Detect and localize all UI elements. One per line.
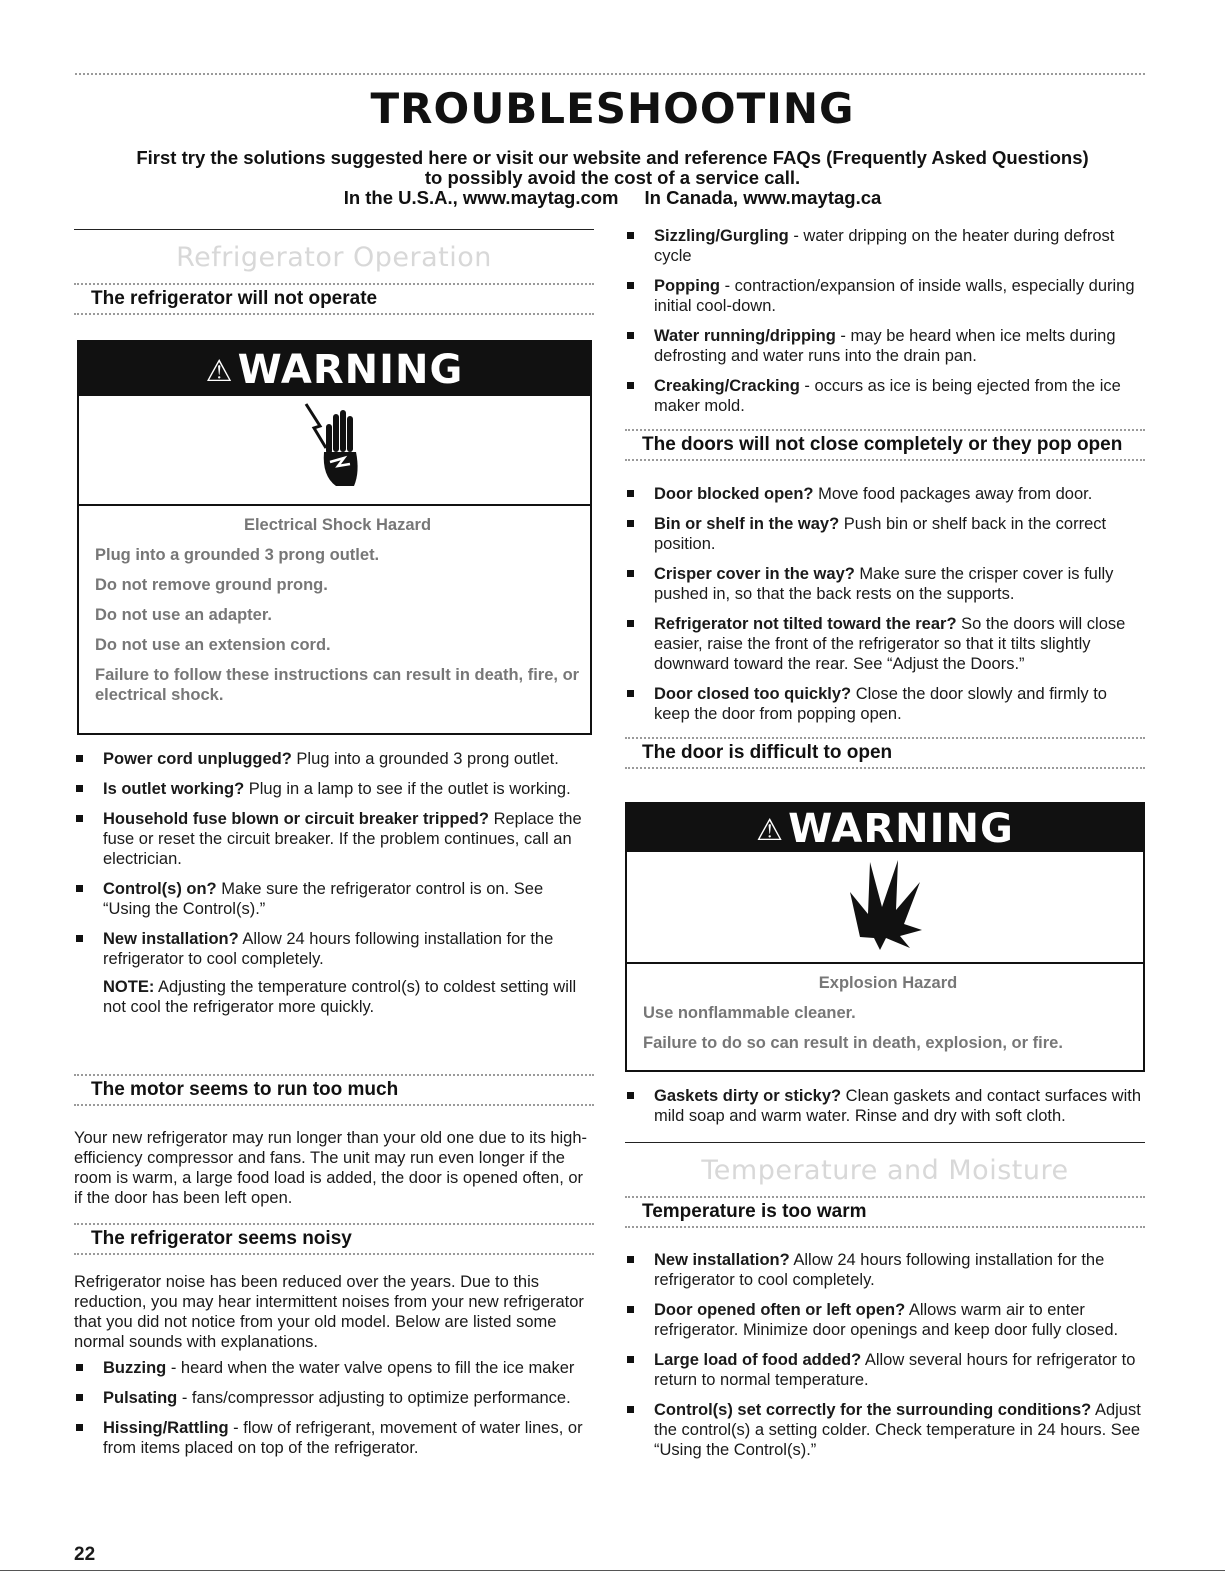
warning-banner: ⚠ WARNING (79, 342, 590, 396)
warning-text (627, 964, 1143, 1071)
noisy-text: Refrigerator noise has been reduced over the years. Due to this reduction, you may hear intermittent noises from your new refrigerator that you did not notice from your old model. Below are listed some normal sounds with explanations. Buzzing - heard when the water valve opens to fill the ice maker Pulsating - fans/compressor adjusting to optimize performance. Hissing/Rattling - flow of refrigerant, movement of water lines, or from items placed on top of the refrigerator. (74, 1272, 594, 1468)
hazard-title: Electrical Shock Hazard (243, 516, 432, 534)
section-temperature-moisture (625, 1142, 1145, 1191)
section-title-refrigerator-operation: Refrigerator Operation (176, 242, 492, 273)
list-item: Popping - contraction/expansion of inside walls, especially during initial cool-down. (625, 276, 1145, 316)
warning-line: Use nonflammable cleaner. (643, 1004, 856, 1022)
not-operate-list (74, 749, 594, 1017)
difficult-list (625, 1086, 1145, 1136)
noisy-list-continued (625, 226, 1145, 426)
top-rule (75, 73, 1145, 75)
list-item: Gaskets dirty or sticky? Clean gaskets and contact surfaces with mild soap and warm water. Rinse and dry with soft cloth. (625, 1086, 1145, 1126)
motor-text: Your new refrigerator may run longer than your old one due to its high-efficiency compressor and fans. The unit may run even longer if the room is warm, a large food load is added, the door is opened often, or if the door has been left open. (74, 1129, 588, 1207)
subhead-text: The doors will not close completely or they pop open (625, 429, 1145, 461)
intro (0, 148, 1225, 208)
list-item: New installation? Allow 24 hours following installation for the refrigerator to cool completely. (74, 929, 594, 969)
subhead-not-operate (74, 283, 594, 315)
list-item: Buzzing - heard when the water valve opens to fill the ice maker (74, 1358, 594, 1378)
list-item: Door opened often or left open? Allows warm air to enter refrigerator. Minimize door openings and keep door fully closed. (625, 1300, 1145, 1340)
subhead-motor (74, 1074, 594, 1106)
subhead-text: Temperature is too warm (625, 1196, 1145, 1228)
list-item: Control(s) set correctly for the surrounding conditions? Adjust the control(s) a setting colder. Check temperature in 24 hours. See “Using the Control(s).” (625, 1400, 1145, 1460)
note: NOTE: Adjusting the temperature control(s) to coldest setting will not cool the refrigerator more quickly. (103, 978, 577, 1016)
electrical-shock-warning (77, 340, 592, 735)
page-number: 22 (74, 1544, 96, 1565)
hazard-title: Explosion Hazard (818, 974, 958, 992)
section-refrigerator-operation (74, 229, 594, 278)
subhead-text: The motor seems to run too much (74, 1074, 594, 1106)
warning-line: Do not use an extension cord. (95, 636, 331, 654)
subhead-noisy (74, 1223, 594, 1255)
intro-line-2: to possibly avoid the cost of a service call. (424, 167, 801, 188)
warning-line: Do not use an adapter. (95, 606, 272, 624)
subhead-warm (625, 1196, 1145, 1228)
list-item: New installation? Allow 24 hours following installation for the refrigerator to cool completely. (625, 1250, 1145, 1290)
warning-line: Failure to follow these instructions can result in death, fire, or electrical shock. (95, 666, 580, 704)
warning-line: Do not remove ground prong. (95, 576, 328, 594)
page-title: TROUBLESHOOTING (370, 84, 855, 133)
list-item: Control(s) on? Make sure the refrigerator control is on. See “Using the Control(s).” (74, 879, 594, 919)
list-item: Crisper cover in the way? Make sure the crisper cover is fully pushed in, so that the back rests on the supports. (625, 564, 1145, 604)
warning-triangle-icon: ⚠ (205, 354, 234, 389)
list-item: Hissing/Rattling - flow of refrigerant, movement of water lines, or from items placed on top of the refrigerator. (74, 1418, 594, 1458)
subhead-difficult (625, 737, 1145, 769)
list-item: Large load of food added? Allow several hours for refrigerator to return to normal temperature. (625, 1350, 1145, 1390)
list-item: Refrigerator not tilted toward the rear? So the doors will close easier, raise the front of the refrigerator so that it tilts slightly downward toward the rear. See “Adjust the Doors.” (625, 614, 1145, 674)
intro-line-1: First try the solutions suggested here or visit our website and reference FAQs (Frequently Asked Questions) (136, 147, 1089, 168)
warm-list (625, 1250, 1145, 1470)
subhead-text: The door is difficult to open (625, 737, 1145, 769)
list-item: Power cord unplugged? Plug into a grounded 3 prong outlet. (74, 749, 594, 769)
list-item: Sizzling/Gurgling - water dripping on the heater during defrost cycle (625, 226, 1145, 266)
intro-us-link[interactable]: In the U.S.A., www.maytag.com (343, 187, 619, 208)
section-title-temperature-moisture: Temperature and Moisture (701, 1155, 1069, 1186)
electric-shock-hand-icon (79, 396, 590, 506)
list-item: Bin or shelf in the way? Push bin or shelf back in the correct position. (625, 514, 1145, 554)
list-item: Household fuse blown or circuit breaker tripped? Replace the fuse or reset the circuit breaker. If the problem continues, call an electrician. (74, 809, 594, 869)
warning-text (79, 506, 590, 723)
warning-line: Plug into a grounded 3 prong outlet. (95, 546, 380, 564)
warning-triangle-icon: ⚠ (756, 813, 785, 848)
doors-list (625, 484, 1145, 734)
bottom-rule (0, 1570, 1225, 1571)
warning-line: Failure to do so can result in death, explosion, or fire. (643, 1034, 1063, 1052)
explosion-warning (625, 802, 1145, 1072)
list-item: Water running/dripping - may be heard when ice melts during defrosting and water runs into the drain pan. (625, 326, 1145, 366)
list-item: Door blocked open? Move food packages away from door. (625, 484, 1145, 504)
list-item: Creaking/Cracking - occurs as ice is being ejected from the ice maker mold. (625, 376, 1145, 416)
subhead-text: The refrigerator will not operate (74, 283, 594, 315)
list-item: Is outlet working? Plug in a lamp to see if the outlet is working. (74, 779, 594, 799)
warning-banner: ⚠ WARNING (627, 804, 1143, 852)
subhead-doors (625, 429, 1145, 461)
explosion-icon (627, 852, 1143, 964)
intro-canada-link[interactable]: In Canada, www.maytag.ca (644, 187, 882, 208)
subhead-text: The refrigerator seems noisy (74, 1223, 594, 1255)
list-item: Door closed too quickly? Close the door slowly and firmly to keep the door from popping open. (625, 684, 1145, 724)
list-item: Pulsating - fans/compressor adjusting to optimize performance. (74, 1388, 594, 1408)
